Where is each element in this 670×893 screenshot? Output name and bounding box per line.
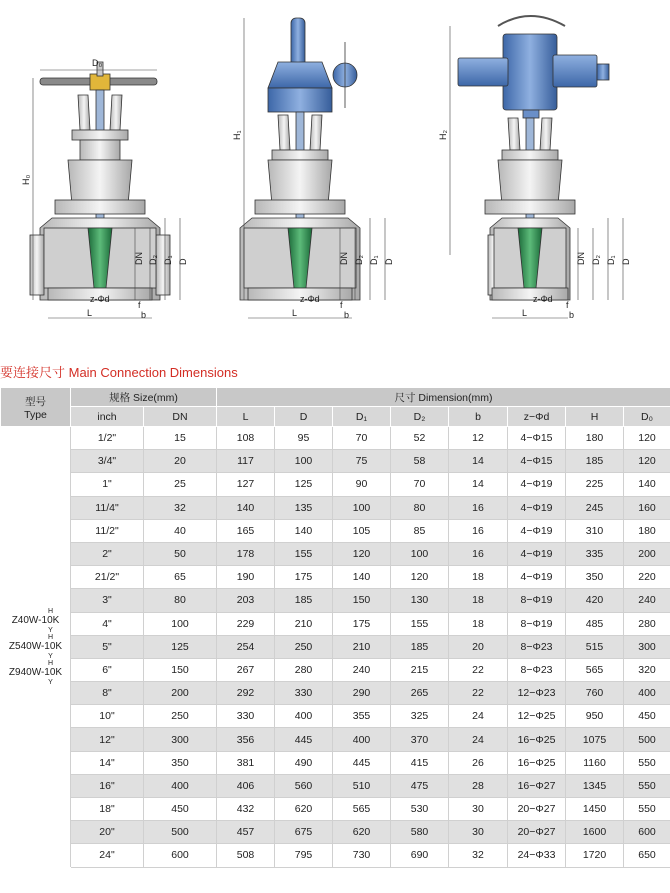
valve-electric-drawing — [458, 16, 609, 300]
label-d2-2: D₂ — [354, 255, 364, 265]
table-cell: 70 — [391, 473, 449, 496]
table-row — [1, 589, 670, 612]
table-cell: 16−Φ25 — [508, 751, 566, 774]
table-row — [1, 728, 670, 751]
table-cell: 22 — [449, 658, 508, 681]
table-cell: 30 — [449, 798, 508, 821]
table-row — [1, 844, 670, 867]
table-cell: 267 — [217, 658, 275, 681]
table-cell: 140 — [624, 473, 670, 496]
table-cell: 100 — [333, 496, 391, 519]
table-cell: 80 — [144, 589, 217, 612]
table-cell: 1345 — [566, 774, 624, 797]
table-cell: 220 — [624, 566, 670, 589]
table-cell: 16 — [449, 542, 508, 565]
table-cell: 12−Φ25 — [508, 705, 566, 728]
table-cell: 300 — [144, 728, 217, 751]
label-l-2: L — [292, 308, 298, 318]
table-cell: 620 — [275, 798, 333, 821]
table-cell: 108 — [217, 427, 275, 450]
table-cell: 11/4" — [71, 496, 144, 519]
table-row — [1, 821, 670, 844]
table-cell: 30 — [449, 821, 508, 844]
table-cell: 3" — [71, 589, 144, 612]
table-cell: 600 — [624, 821, 670, 844]
table-row — [1, 450, 670, 473]
table-row — [1, 473, 670, 496]
table-row — [1, 566, 670, 589]
table-cell: 330 — [217, 705, 275, 728]
table-cell: 50 — [144, 542, 217, 565]
table-cell: 550 — [624, 751, 670, 774]
table-cell: 6" — [71, 658, 144, 681]
table-cell: 1160 — [566, 751, 624, 774]
table-cell: 4−Φ19 — [508, 496, 566, 519]
label-zphid-2: z-Φd — [300, 294, 320, 304]
table-cell: 150 — [333, 589, 391, 612]
table-cell: 85 — [391, 519, 449, 542]
label-d1-3: D₁ — [606, 255, 616, 265]
table-cell: 356 — [217, 728, 275, 751]
column-header: DN — [144, 407, 217, 427]
table-cell: 500 — [624, 728, 670, 751]
dimension-table — [0, 387, 670, 868]
table-cell: 200 — [624, 542, 670, 565]
table-row — [1, 751, 670, 774]
table-row — [1, 682, 670, 705]
table-row — [1, 705, 670, 728]
table-row — [1, 612, 670, 635]
table-cell: 175 — [275, 566, 333, 589]
column-header: b — [449, 407, 508, 427]
table-cell: 120 — [391, 566, 449, 589]
table-cell: 24 — [449, 728, 508, 751]
label-b-1: b — [141, 310, 147, 320]
table-cell: 4−Φ19 — [508, 519, 566, 542]
label-d-2: D — [384, 258, 394, 265]
table-cell: 18" — [71, 798, 144, 821]
label-d2-3: D₂ — [591, 255, 601, 265]
table-cell: 4−Φ15 — [508, 450, 566, 473]
column-header: z−Φd — [508, 407, 566, 427]
table-cell: 450 — [624, 705, 670, 728]
table-cell: 135 — [275, 496, 333, 519]
table-cell: 1720 — [566, 844, 624, 867]
table-cell: 130 — [391, 589, 449, 612]
table-cell: 450 — [144, 798, 217, 821]
table-cell: 225 — [566, 473, 624, 496]
table-cell: 4" — [71, 612, 144, 635]
table-cell: 203 — [217, 589, 275, 612]
table-cell: 155 — [275, 542, 333, 565]
label-dn-2: DN — [339, 252, 349, 265]
table-cell: 675 — [275, 821, 333, 844]
table-cell: 18 — [449, 566, 508, 589]
table-cell: 400 — [275, 705, 333, 728]
table-cell: 420 — [566, 589, 624, 612]
section-title: 要连接尺寸 Main Connection Dimensions — [0, 365, 238, 380]
table-cell: 4−Φ19 — [508, 566, 566, 589]
table-cell: 400 — [624, 682, 670, 705]
table-cell: 335 — [566, 542, 624, 565]
table-cell: 24−Φ33 — [508, 844, 566, 867]
table-cell: 175 — [333, 612, 391, 635]
table-cell: 350 — [144, 751, 217, 774]
type-header: 型号 Type — [1, 388, 71, 427]
table-cell: 760 — [566, 682, 624, 705]
table-cell: 26 — [449, 751, 508, 774]
table-cell: 330 — [275, 682, 333, 705]
table-cell: 100 — [391, 542, 449, 565]
table-cell: 95 — [275, 427, 333, 450]
table-cell: 620 — [333, 821, 391, 844]
label-zphid-1: z-Φd — [90, 294, 110, 304]
table-row — [1, 496, 670, 519]
label-l-1: L — [87, 308, 93, 318]
table-cell: 457 — [217, 821, 275, 844]
table-cell: 200 — [144, 682, 217, 705]
table-cell: 11/2" — [71, 519, 144, 542]
table-cell: 1" — [71, 473, 144, 496]
table-cell: 300 — [624, 635, 670, 658]
label-l-3: L — [522, 308, 528, 318]
label-f-2: f — [340, 300, 343, 310]
table-cell: 240 — [624, 589, 670, 612]
label-h1: H₁ — [232, 130, 242, 140]
label-d0: D₀ — [92, 58, 103, 68]
table-cell: 180 — [624, 519, 670, 542]
dimension-header: 尺寸 Dimension(mm) — [217, 388, 670, 407]
table-cell: 24 — [449, 705, 508, 728]
column-header: D — [275, 407, 333, 427]
column-header: L — [217, 407, 275, 427]
table-cell: 4−Φ15 — [508, 427, 566, 450]
table-cell: 16 — [449, 496, 508, 519]
table-row — [1, 519, 670, 542]
label-d2-1: D₂ — [148, 255, 158, 265]
table-cell: 550 — [624, 798, 670, 821]
table-cell: 8−Φ23 — [508, 635, 566, 658]
table-cell: 18 — [449, 589, 508, 612]
table-cell: 14" — [71, 751, 144, 774]
table-cell: 1/2" — [71, 427, 144, 450]
table-cell: 8−Φ19 — [508, 589, 566, 612]
table-cell: 445 — [275, 728, 333, 751]
table-cell: 178 — [217, 542, 275, 565]
table-cell: 16−Φ27 — [508, 774, 566, 797]
table-cell: 5" — [71, 635, 144, 658]
table-cell: 21/2" — [71, 566, 144, 589]
table-cell: 22 — [449, 682, 508, 705]
table-cell: 280 — [275, 658, 333, 681]
table-cell: 1600 — [566, 821, 624, 844]
table-cell: 290 — [333, 682, 391, 705]
table-cell: 510 — [333, 774, 391, 797]
table-cell: 250 — [144, 705, 217, 728]
table-cell: 20−Φ27 — [508, 798, 566, 821]
table-cell: 100 — [275, 450, 333, 473]
table-cell: 530 — [391, 798, 449, 821]
table-cell: 1450 — [566, 798, 624, 821]
table-cell: 160 — [624, 496, 670, 519]
table-cell: 32 — [144, 496, 217, 519]
label-dn-3: DN — [576, 252, 586, 265]
table-cell: 125 — [275, 473, 333, 496]
table-cell: 381 — [217, 751, 275, 774]
table-cell: 75 — [333, 450, 391, 473]
table-cell: 117 — [217, 450, 275, 473]
table-cell: 350 — [566, 566, 624, 589]
table-cell: 185 — [275, 589, 333, 612]
table-cell: 550 — [624, 774, 670, 797]
table-cell: 180 — [566, 427, 624, 450]
table-cell: 150 — [144, 658, 217, 681]
table-cell: 560 — [275, 774, 333, 797]
table-cell: 445 — [333, 751, 391, 774]
table-cell: 490 — [275, 751, 333, 774]
table-cell: 20 — [144, 450, 217, 473]
table-cell: 20−Φ27 — [508, 821, 566, 844]
table-cell: 120 — [333, 542, 391, 565]
table-cell: 8−Φ19 — [508, 612, 566, 635]
label-d1-2: D₁ — [369, 255, 379, 265]
table-cell: 165 — [217, 519, 275, 542]
table-cell: 950 — [566, 705, 624, 728]
label-h0: H₀ — [21, 174, 31, 185]
table-cell: 250 — [275, 635, 333, 658]
table-cell: 1075 — [566, 728, 624, 751]
table-cell: 320 — [624, 658, 670, 681]
table-cell: 565 — [333, 798, 391, 821]
label-b-3: b — [569, 310, 575, 320]
label-d1-1: D₁ — [163, 255, 173, 265]
table-cell: 280 — [624, 612, 670, 635]
table-cell: 14 — [449, 473, 508, 496]
table-cell: 565 — [566, 658, 624, 681]
table-cell: 105 — [333, 519, 391, 542]
label-dn-1: DN — [134, 252, 144, 265]
table-cell: 12 — [449, 427, 508, 450]
label-d-3: D — [621, 258, 631, 265]
table-cell: 2" — [71, 542, 144, 565]
column-header: D₁ — [333, 407, 391, 427]
label-f-1: f — [138, 300, 141, 310]
table-cell: 4−Φ19 — [508, 542, 566, 565]
column-header: H — [566, 407, 624, 427]
table-cell: 325 — [391, 705, 449, 728]
table-cell: 16−Φ25 — [508, 728, 566, 751]
table-row — [1, 658, 670, 681]
table-cell: 229 — [217, 612, 275, 635]
valve-drawings — [0, 0, 670, 360]
table-cell: 25 — [144, 473, 217, 496]
table-cell: 240 — [333, 658, 391, 681]
table-cell: 8−Φ23 — [508, 658, 566, 681]
table-cell: 310 — [566, 519, 624, 542]
table-cell: 355 — [333, 705, 391, 728]
table-cell: 432 — [217, 798, 275, 821]
table-row — [1, 774, 670, 797]
table-cell: 475 — [391, 774, 449, 797]
table-cell: 500 — [144, 821, 217, 844]
table-cell: 14 — [449, 450, 508, 473]
table-cell: 20 — [449, 635, 508, 658]
table-cell: 650 — [624, 844, 670, 867]
table-cell: 32 — [449, 844, 508, 867]
table-cell: 15 — [144, 427, 217, 450]
table-cell: 215 — [391, 658, 449, 681]
table-cell: 127 — [217, 473, 275, 496]
table-row — [1, 798, 670, 821]
column-header: D₀ — [624, 407, 670, 427]
table-cell: 600 — [144, 844, 217, 867]
size-header: 规格 Size(mm) — [71, 388, 217, 407]
table-cell: 80 — [391, 496, 449, 519]
table-cell: 690 — [391, 844, 449, 867]
table-cell: 370 — [391, 728, 449, 751]
label-b-2: b — [344, 310, 350, 320]
table-cell: 100 — [144, 612, 217, 635]
table-cell: 120 — [624, 427, 670, 450]
table-row — [1, 542, 670, 565]
table-cell: 28 — [449, 774, 508, 797]
table-cell: 185 — [391, 635, 449, 658]
table-cell: 52 — [391, 427, 449, 450]
table-cell: 190 — [217, 566, 275, 589]
table-cell: 16 — [449, 519, 508, 542]
table-cell: 210 — [275, 612, 333, 635]
table-cell: 70 — [333, 427, 391, 450]
table-cell: 795 — [275, 844, 333, 867]
table-cell: 40 — [144, 519, 217, 542]
table-cell: 406 — [217, 774, 275, 797]
table-cell: 185 — [566, 450, 624, 473]
table-cell: 140 — [217, 496, 275, 519]
table-cell: 65 — [144, 566, 217, 589]
table-cell: 730 — [333, 844, 391, 867]
table-cell: 3/4" — [71, 450, 144, 473]
table-cell: 58 — [391, 450, 449, 473]
table-row — [1, 635, 670, 658]
label-d-1: D — [178, 258, 188, 265]
table-cell: 515 — [566, 635, 624, 658]
table-row — [1, 427, 670, 450]
label-zphid-3: z-Φd — [533, 294, 553, 304]
table-cell: 508 — [217, 844, 275, 867]
table-cell: 210 — [333, 635, 391, 658]
label-h2: H₂ — [438, 130, 448, 140]
table-cell: 20" — [71, 821, 144, 844]
table-cell: 140 — [275, 519, 333, 542]
table-cell: 265 — [391, 682, 449, 705]
table-cell: 245 — [566, 496, 624, 519]
table-cell: 12−Φ23 — [508, 682, 566, 705]
table-cell: 120 — [624, 450, 670, 473]
table-cell: 10" — [71, 705, 144, 728]
column-header: inch — [71, 407, 144, 427]
table-cell: 8" — [71, 682, 144, 705]
table-cell: 580 — [391, 821, 449, 844]
table-cell: 18 — [449, 612, 508, 635]
table-cell: 400 — [333, 728, 391, 751]
table-cell: 400 — [144, 774, 217, 797]
table-cell: 155 — [391, 612, 449, 635]
table-cell: 292 — [217, 682, 275, 705]
table-cell: 254 — [217, 635, 275, 658]
label-f-3: f — [566, 300, 569, 310]
table-cell: 125 — [144, 635, 217, 658]
table-cell: 415 — [391, 751, 449, 774]
table-cell: 12" — [71, 728, 144, 751]
table-cell: 16" — [71, 774, 144, 797]
table-cell: 90 — [333, 473, 391, 496]
table-cell: 24" — [71, 844, 144, 867]
table-cell: 485 — [566, 612, 624, 635]
column-header: D₂ — [391, 407, 449, 427]
model-type-cell: H Z40W-10K Y H Z540W-10K Y H Z940W-10K Y — [1, 427, 71, 868]
table-cell: 140 — [333, 566, 391, 589]
table-cell: 4−Φ19 — [508, 473, 566, 496]
